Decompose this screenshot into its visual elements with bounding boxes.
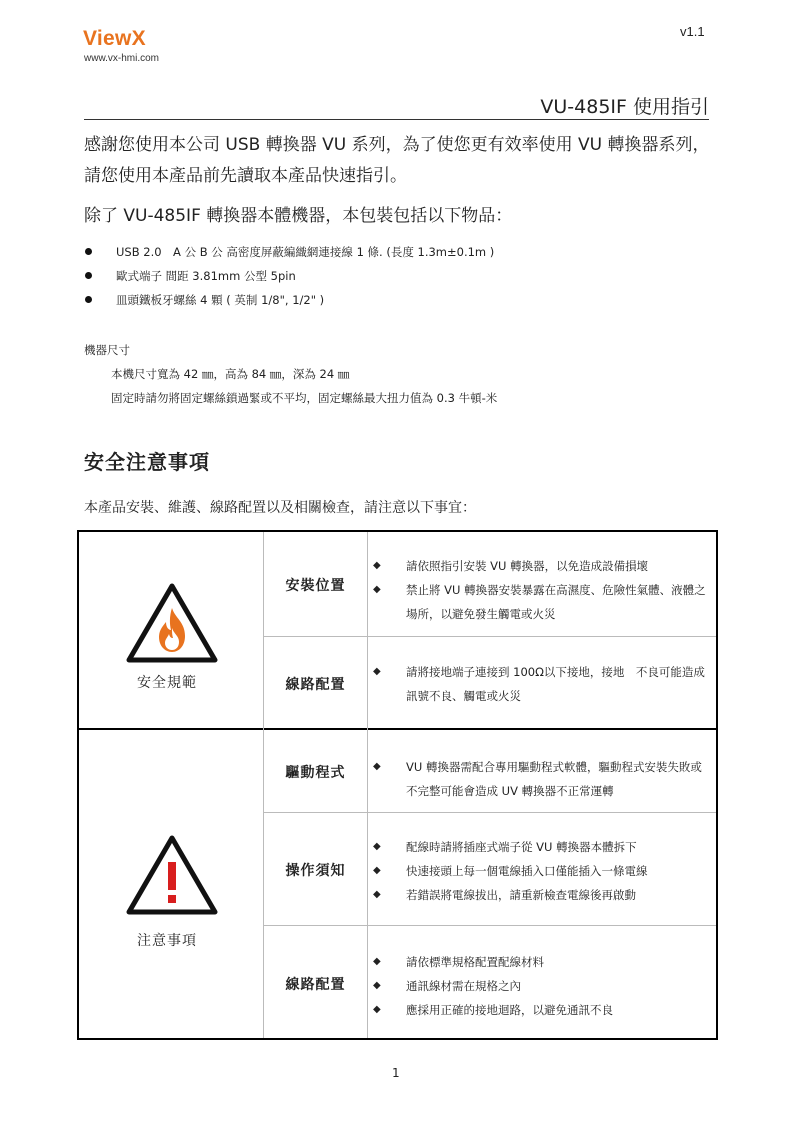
safety-intro: 本產品安裝、維護、線路配置以及相關檢查，請注意以下事宜： xyxy=(84,500,476,516)
package-item-text: USB 2.0 A 公 B 公 高密度屏蔽編織網連接線 1 條. (長度 1.3m±0.1m ) xyxy=(116,245,495,259)
package-item-text: 歐式端子 間距 3.81mm 公型 5pin xyxy=(116,269,296,283)
category-wiring: 線路配置 xyxy=(285,677,346,693)
row-divider xyxy=(264,812,716,813)
diamond-bullet-icon: ◆ xyxy=(373,980,381,991)
package-item-text: 皿頭鐵板牙螺絲 4 顆 ( 英制 1/8", 1/2" ) xyxy=(116,293,325,307)
page-number: 1 xyxy=(392,1066,400,1080)
dimensions-heading: 機器尺寸 xyxy=(84,343,130,357)
exclamation-warning-icon xyxy=(123,832,221,918)
list-item xyxy=(373,755,713,803)
diamond-bullet-icon: ◆ xyxy=(373,584,381,595)
title-divider xyxy=(84,119,709,120)
bullet-icon xyxy=(85,272,92,279)
item-text: 通訊線材需在規格之內 xyxy=(406,979,521,993)
item-text: 配線時請將插座式端子從 VU 轉換器本體拆下 xyxy=(406,840,637,854)
website-url: www.vx-hmi.com xyxy=(84,53,160,64)
safety-table xyxy=(77,530,718,1040)
intro-paragraph: 感謝您使用本公司 USB 轉換器 VU 系列，為了使您更有效率使用 VU 轉換器系列，請您使用本產品前先讀取本產品快速指引。 xyxy=(84,135,710,186)
section-divider xyxy=(77,728,718,730)
list-item xyxy=(373,883,713,907)
brand-logo: ViewX xyxy=(83,27,146,50)
list-item xyxy=(373,578,713,626)
diamond-bullet-icon: ◆ xyxy=(373,666,381,677)
bullet-icon xyxy=(85,248,92,255)
list-item xyxy=(373,974,713,998)
table-border-top xyxy=(77,530,718,532)
list-item xyxy=(84,264,714,288)
dimensions-size: 本機尺寸寬為 42 ㎜，高為 84 ㎜，深為 24 ㎜ xyxy=(111,367,350,381)
item-text: 快速接頭上每一個電線插入口僅能插入一條電線 xyxy=(406,864,648,878)
column-divider xyxy=(367,532,368,1038)
item-text: 請依標準規格配置配線材料 xyxy=(406,955,544,969)
diamond-bullet-icon: ◆ xyxy=(373,841,381,852)
package-intro: 除了 VU-485IF 轉換器本體機器，本包裝包括以下物品： xyxy=(84,206,513,226)
list-item xyxy=(84,288,714,312)
item-text: 請將接地端子連接到 100Ω以下接地，接地 不良可能造成訊號不良、觸電或火災 xyxy=(406,665,705,703)
item-text: 禁止將 VU 轉換器安裝暴露在高濕度、危險性氣體、液體之場所，以避免發生觸電或火災 xyxy=(406,583,706,621)
category-operation: 操作須知 xyxy=(285,863,346,879)
diamond-bullet-icon: ◆ xyxy=(373,889,381,900)
bullet-icon xyxy=(85,296,92,303)
dimensions-torque: 固定時請勿將固定螺絲鎖過緊或不平均，固定螺絲最大扭力值為 0.3 牛頓-米 xyxy=(111,391,498,405)
item-text: VU 轉換器需配合專用驅動程式軟體，驅動程式安裝失敗或不完整可能會造成 UV 轉換器不正常運轉 xyxy=(406,760,702,798)
section-label-safety: 安全規範 xyxy=(137,675,197,691)
list-item xyxy=(373,660,713,708)
package-item-list xyxy=(84,240,714,312)
list-item xyxy=(373,859,713,883)
list-item xyxy=(373,554,713,578)
category-wiring: 線路配置 xyxy=(285,977,346,993)
item-text: 應採用正確的接地迴路，以避免通訊不良 xyxy=(406,1003,613,1017)
diamond-bullet-icon: ◆ xyxy=(373,761,381,772)
item-text: 請依照指引安裝 VU 轉換器，以免造成設備損壞 xyxy=(406,559,649,573)
diamond-bullet-icon: ◆ xyxy=(373,560,381,571)
category-install-location: 安裝位置 xyxy=(285,578,346,594)
list-item xyxy=(84,240,714,264)
row-divider xyxy=(264,925,716,926)
table-border-left xyxy=(77,530,79,1040)
diamond-bullet-icon: ◆ xyxy=(373,956,381,967)
category-driver: 驅動程式 xyxy=(285,765,346,781)
version-label: v1.1 xyxy=(680,24,705,39)
item-text: 若錯誤將電線拔出，請重新檢查電線後再啟動 xyxy=(406,888,636,902)
document-title: VU-485IF 使用指引 xyxy=(540,96,709,118)
fire-warning-icon xyxy=(123,580,221,666)
row-divider xyxy=(264,636,716,637)
diamond-bullet-icon: ◆ xyxy=(373,1004,381,1015)
table-border-right xyxy=(716,530,718,1040)
table-border-bottom xyxy=(77,1038,718,1040)
diamond-bullet-icon: ◆ xyxy=(373,865,381,876)
column-divider xyxy=(263,532,264,1038)
list-item xyxy=(373,998,713,1022)
safety-heading: 安全注意事項 xyxy=(84,450,210,474)
list-item xyxy=(373,950,713,974)
list-item xyxy=(373,835,713,859)
section-label-notes: 注意事項 xyxy=(137,933,197,949)
